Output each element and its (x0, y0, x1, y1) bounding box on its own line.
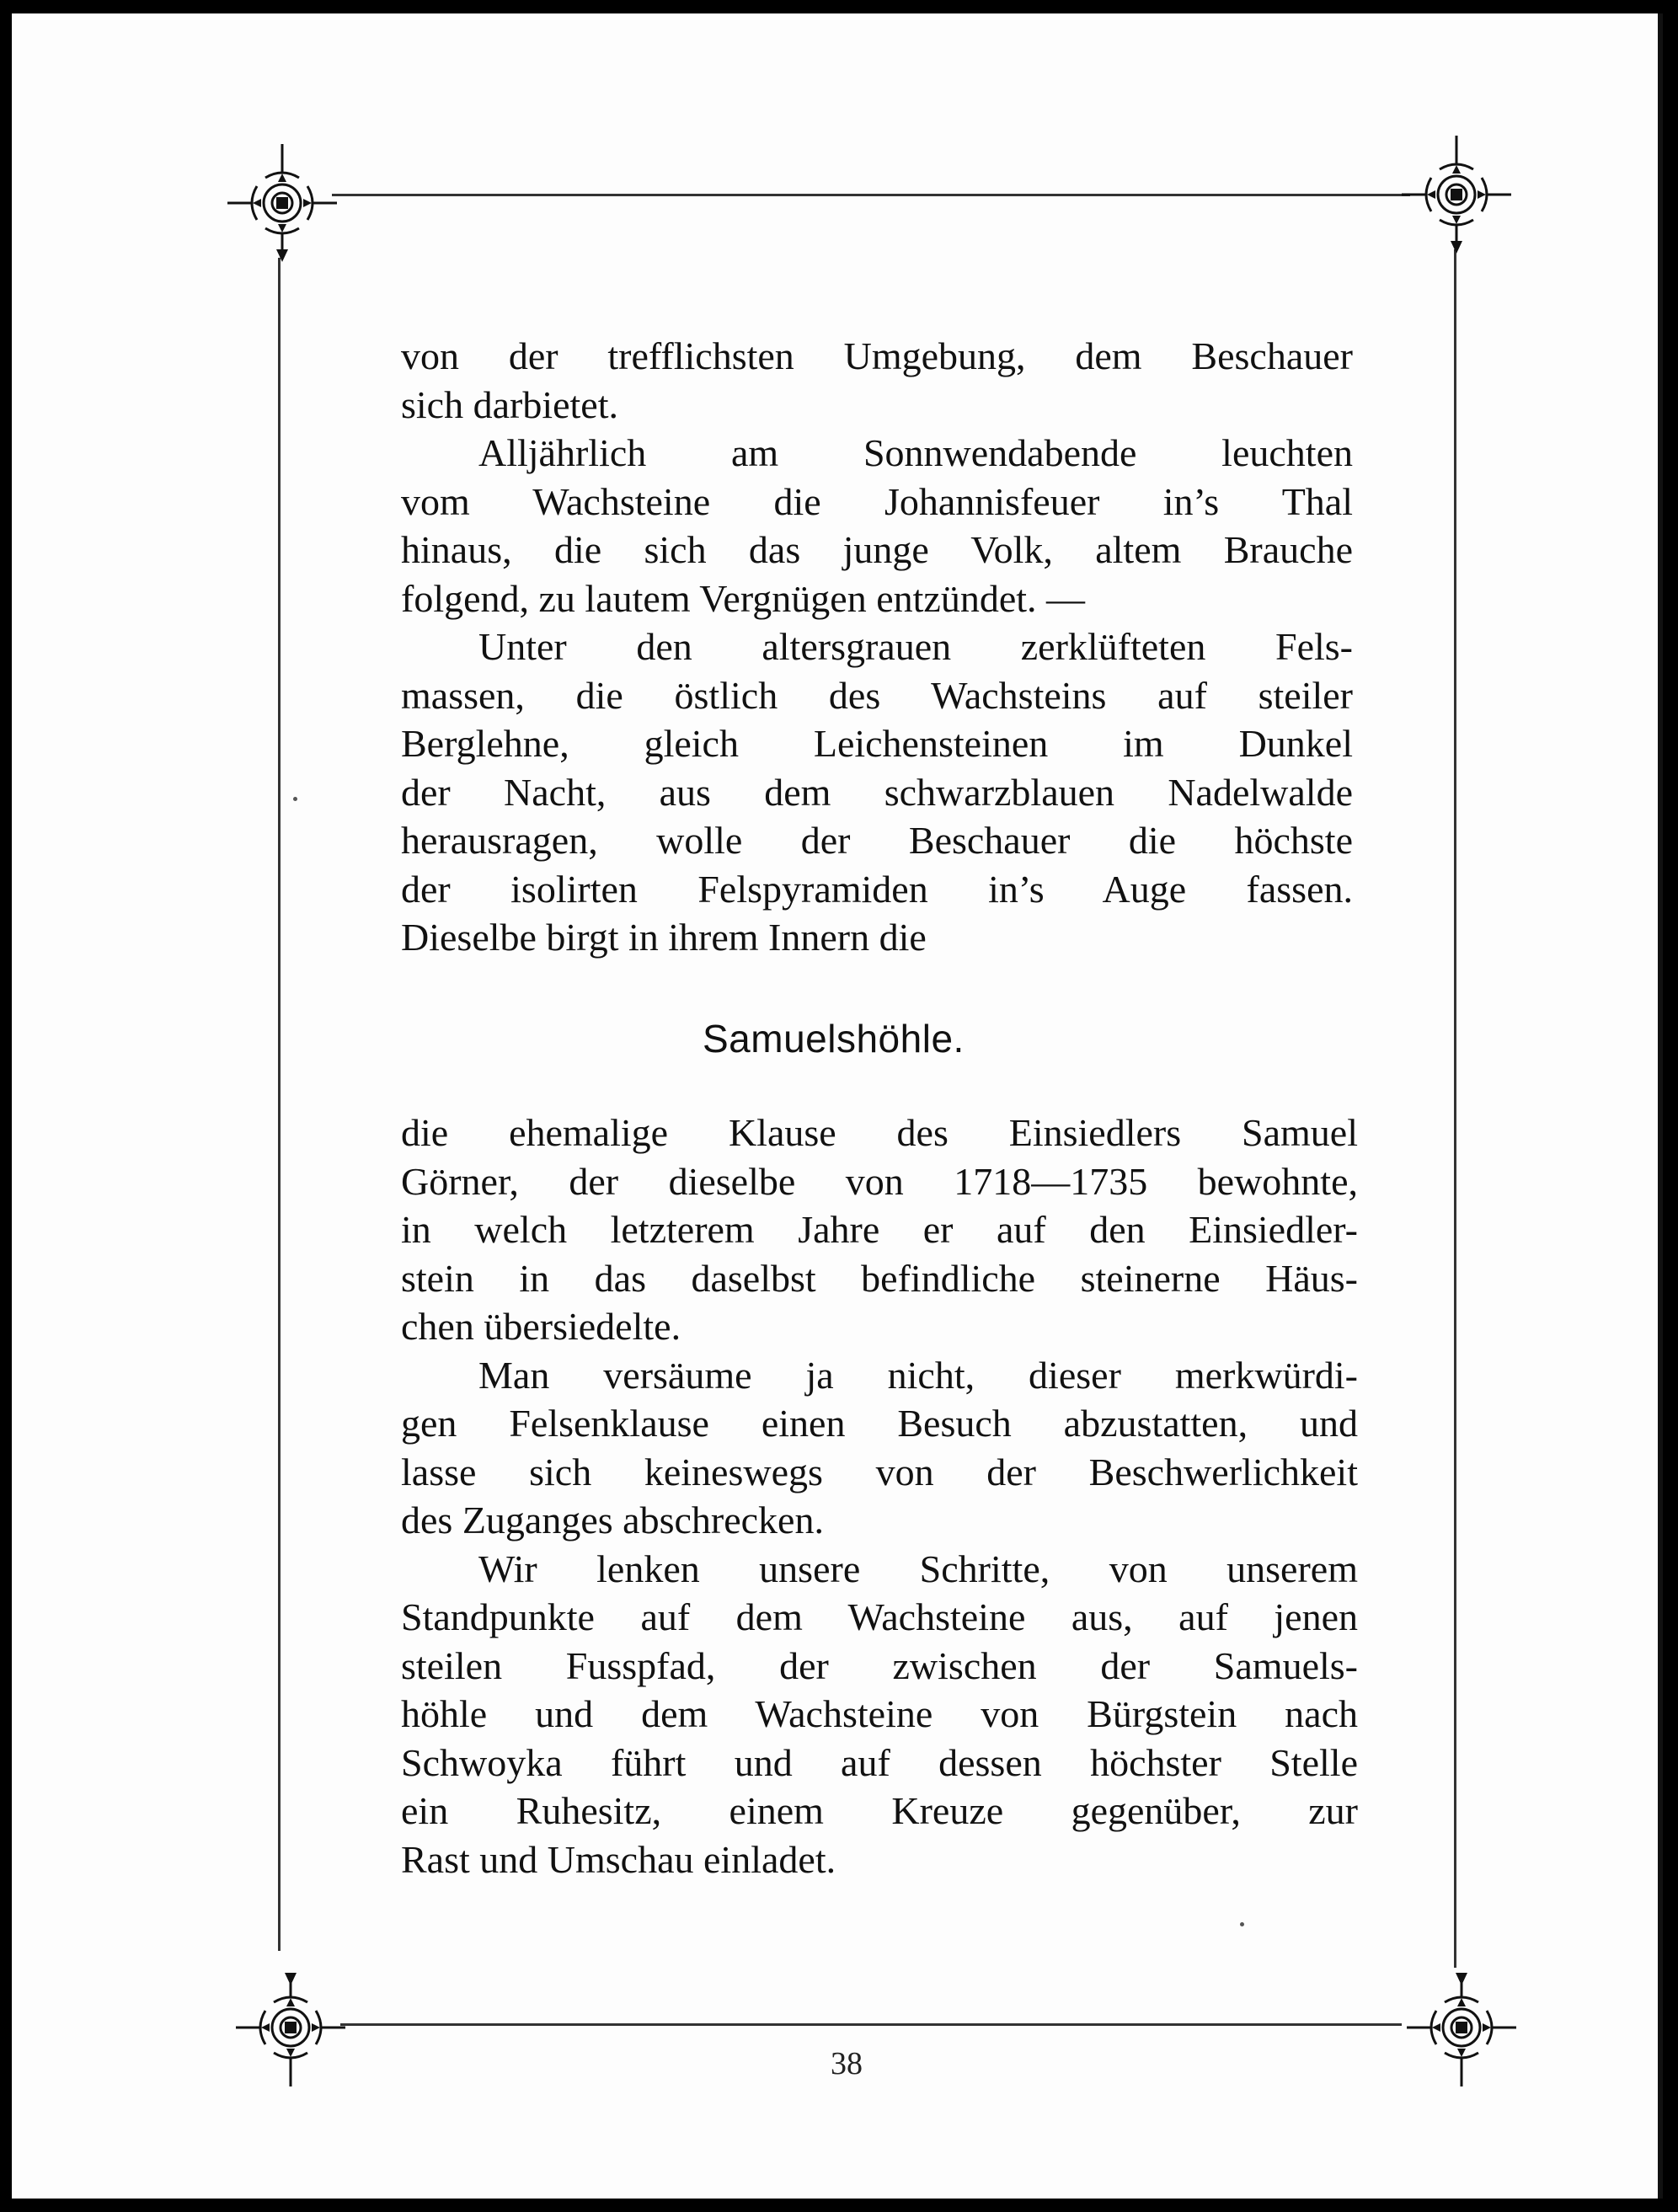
text-line: von der trefflichsten Umgebung, dem Beschauer (401, 334, 1353, 377)
body-text-top (401, 332, 1353, 962)
paragraph (401, 622, 1353, 962)
text-line: gen Felsenklause einen Besuch abzustatten, und (401, 1402, 1358, 1445)
book-page (12, 13, 1663, 2199)
text-line: chen übersiedelte. (401, 1305, 681, 1348)
paragraph (401, 1545, 1358, 1884)
frame-bottom-rule (340, 2023, 1402, 2026)
frame-right-rule (1454, 249, 1456, 1968)
text-line: Rast und Umschau einladet. (401, 1837, 836, 1881)
paragraph (401, 1109, 1358, 1351)
corner-ornament-icon (1398, 1964, 1525, 2091)
text-line: Unter den altersgrauen zerklüfteten Fels- (478, 625, 1353, 668)
paragraph (401, 1351, 1358, 1545)
text-line: Berglehne, gleich Leichensteinen im Dunkel (401, 722, 1353, 765)
text-line: lasse sich keineswegs von der Beschwerlichkeit (401, 1450, 1358, 1493)
body-text-bottom (401, 1109, 1358, 1883)
text-line: Wir lenken unsere Schritte, von unserem (478, 1547, 1358, 1590)
text-line: des Zuganges abschrecken. (401, 1499, 824, 1541)
text-line: in welch letzterem Jahre er auf den Einsiedler- (401, 1208, 1358, 1251)
corner-ornament-icon (219, 140, 345, 266)
text-line: der Nacht, aus dem schwarzblauen Nadelwalde (401, 770, 1353, 814)
text-line: Standpunkte auf dem Wachsteine aus, auf jenen (401, 1595, 1358, 1638)
text-line: sich darbietet. (401, 382, 619, 426)
scan-speck (1240, 1922, 1244, 1926)
section-heading: Samuelshöhle. (703, 1017, 965, 1061)
text-line: die ehemalige Klause des Einsiedlers Samuel (401, 1111, 1358, 1154)
text-line: Görner, der dieselbe von 1718—1735 bewohnte, (401, 1159, 1358, 1203)
frame-top-rule (332, 194, 1410, 196)
text-line: Alljährlich am Sonnwendabende leuchten (478, 431, 1353, 474)
text-line: Man versäume ja nicht, dieser merkwürdi- (478, 1353, 1358, 1397)
text-line: Dieselbe birgt in ihrem Innern die (401, 916, 927, 959)
text-line: Schwoyka führt und auf dessen höchster Stelle (401, 1740, 1358, 1784)
paragraph (401, 332, 1353, 429)
text-line: herausragen, wolle der Beschauer die höchste (401, 819, 1353, 862)
text-line: massen, die östlich des Wachsteins auf steiler (401, 673, 1353, 717)
text-line: vom Wachsteine die Johannisfeuer in’s Thal (401, 479, 1353, 523)
corner-ornament-icon (227, 1964, 354, 2091)
text-line: hinaus, die sich das junge Volk, altem Brauche (401, 528, 1353, 571)
frame-left-rule (278, 258, 281, 1951)
page-number: 38 (831, 2046, 863, 2081)
paragraph (401, 429, 1353, 622)
text-line: folgend, zu lautem Vergnügen entzündet. — (401, 576, 1086, 620)
text-line: steilen Fusspfad, der zwischen der Samuels- (401, 1643, 1358, 1687)
scan-speck (293, 797, 297, 801)
corner-ornament-icon (1393, 131, 1520, 258)
text-line: stein in das daselbst befindliche steinerne Häus- (401, 1256, 1358, 1300)
text-line: höhle und dem Wachsteine von Bürgstein nach (401, 1692, 1358, 1735)
text-line: der isolirten Felspyramiden in’s Auge fassen. (401, 867, 1353, 911)
text-line: ein Ruhesitz, einem Kreuze gegenüber, zur (401, 1789, 1358, 1832)
